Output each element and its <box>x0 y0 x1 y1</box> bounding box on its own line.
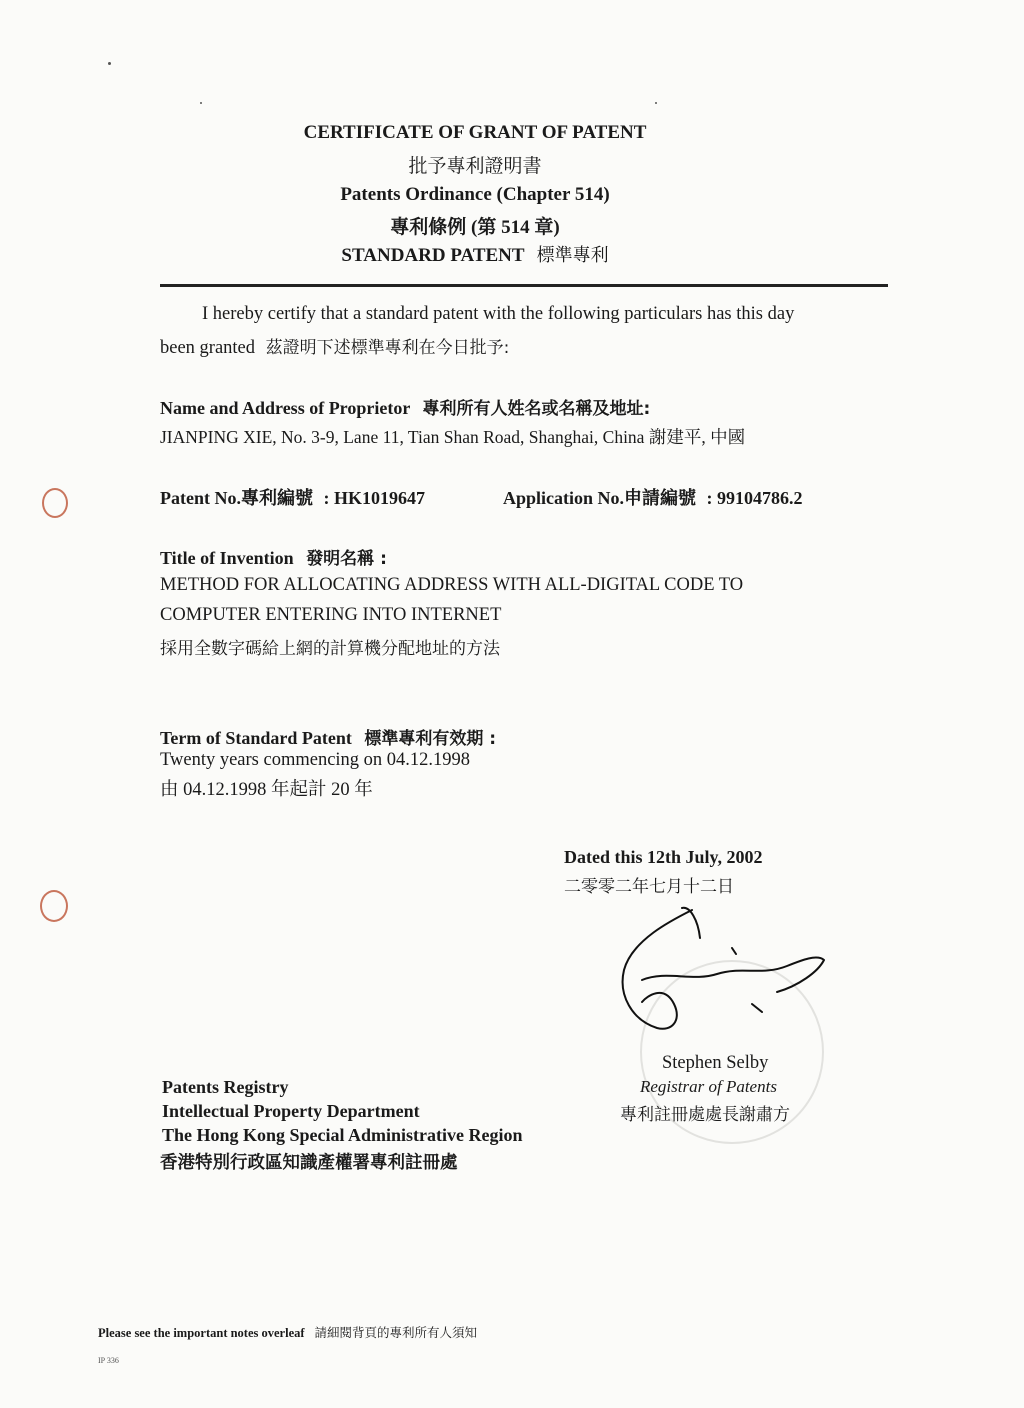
certify-line-1: I hereby certify that a standard patent with the following particulars has this day <box>202 304 795 324</box>
ordinance-title: Patents Ordinance (Chapter 514) <box>340 184 610 205</box>
registry-line-4-zh: 香港特別行政區知識產權署專利註冊處 <box>160 1153 458 1173</box>
invention-title-zh: 採用全數字碼給上網的計算機分配地址的方法 <box>160 639 500 659</box>
term-label <box>160 724 496 749</box>
registry-line-2: Intellectual Property Department <box>162 1101 420 1121</box>
proprietor-value: JIANPING XIE, No. 3-9, Lane 11, Tian Shan Road, Shanghai, China 謝建平, 中國 <box>160 427 746 447</box>
proprietor-label-zh: 專利所有人姓名或名稱及地址: <box>422 399 651 419</box>
date-zh: 二零零二年七月十二日 <box>564 877 734 897</box>
invention-label-zh: 發明名稱 : <box>306 549 387 569</box>
invention-title-line-1: METHOD FOR ALLOCATING ADDRESS WITH ALL-DIGITAL CODE TO <box>160 575 744 595</box>
footer-note-zh: 請細閱背頁的專利所有人須知 <box>314 1325 478 1340</box>
dust-speck <box>655 102 657 104</box>
registry-line-3: The Hong Kong Special Administrative Region <box>162 1125 523 1145</box>
ordinance-title-zh: 專利條例 (第 514 章) <box>390 217 560 238</box>
patent-number <box>160 484 425 510</box>
patent-type-en: STANDARD PATENT <box>341 245 525 266</box>
date-en: Dated this 12th July, 2002 <box>564 847 763 867</box>
invention-label-en: Title of Invention <box>160 548 294 568</box>
dust-speck <box>108 62 111 65</box>
header-divider <box>160 284 888 287</box>
patent-type <box>160 241 790 267</box>
invention-title-line-2: COMPUTER ENTERING INTO INTERNET <box>160 605 502 625</box>
application-number <box>503 484 803 510</box>
registrar-name: Stephen Selby <box>662 1053 769 1073</box>
certify-line-2 <box>160 333 509 359</box>
term-label-en: Term of Standard Patent <box>160 728 352 748</box>
application-number-label: Application No.申請編號 <box>503 488 697 508</box>
certificate-title: CERTIFICATE OF GRANT OF PATENT <box>303 122 647 143</box>
proprietor-label <box>160 394 650 419</box>
red-stamp-mark <box>40 890 68 922</box>
application-number-value: : 99104786.2 <box>706 488 803 508</box>
patent-type-zh: 標準專利 <box>536 245 609 266</box>
certificate-title-zh: 批予專利證明書 <box>408 155 542 177</box>
registrar-signature <box>612 900 852 1040</box>
registrar-title-zh: 專利註冊處處長謝肅方 <box>620 1105 790 1125</box>
certify-line-2-en: been granted <box>160 338 256 358</box>
patent-number-value: : HK1019647 <box>323 488 425 508</box>
certify-line-2-zh: 茲證明下述標準專利在今日批予: <box>265 338 510 358</box>
proprietor-label-en: Name and Address of Proprietor <box>160 398 410 418</box>
invention-label <box>160 544 387 569</box>
red-stamp-mark <box>42 488 68 518</box>
footer-note-en: Please see the important notes overleaf <box>98 1326 305 1340</box>
dust-speck <box>200 102 202 104</box>
registrar-title: Registrar of Patents <box>640 1077 777 1096</box>
term-value-zh: 由 04.12.1998 年起計 20 年 <box>160 780 373 800</box>
term-label-zh: 標準專利有效期 : <box>364 729 497 749</box>
patent-number-label: Patent No.專利編號 <box>160 488 313 508</box>
form-code: IP 336 <box>98 1356 119 1365</box>
footer-note <box>98 1323 477 1342</box>
term-value-en: Twenty years commencing on 04.12.1998 <box>160 750 471 770</box>
registry-line-1: Patents Registry <box>162 1077 289 1097</box>
